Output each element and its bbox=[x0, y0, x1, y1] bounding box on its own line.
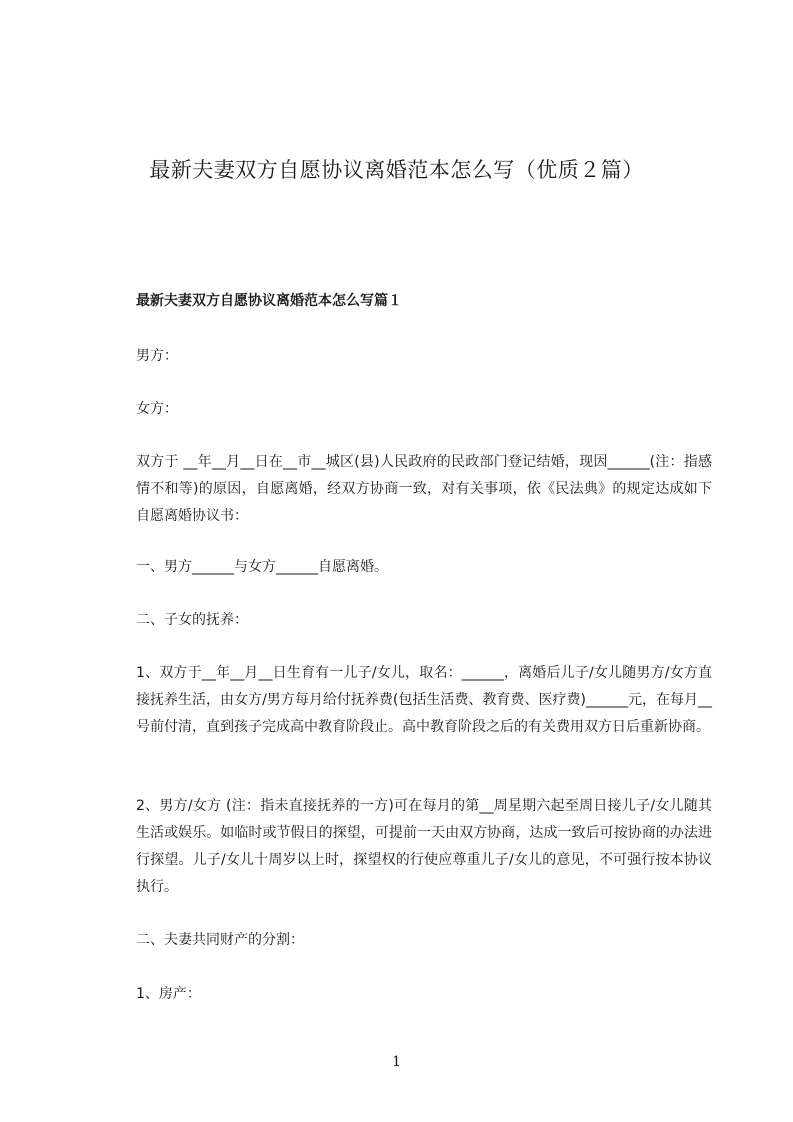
paragraph-real-estate: 1、房产： bbox=[136, 986, 201, 1002]
paragraph-child-custody-1: 1、双方于__年__月__日生育有一儿子/女儿，取名：______，离婚后儿子/女儿随男方/女方直接抚养生活，由女方/男方每月给付抚养费(包括生活费、教育费、医疗费)______元，在每月__号前付清，直到孩子完成高中教育阶段止。高中教育阶段之后的有关费用双方日后重新协商。 bbox=[136, 665, 712, 735]
section-heading: 最新夫妻双方自愿协议离婚范本怎么写篇１ bbox=[136, 293, 402, 309]
paragraph-voluntary-divorce: 一、男方______与女方______自愿离婚。 bbox=[136, 559, 388, 575]
document-title: 最新夫妻双方自愿协议离婚范本怎么写（优质２篇） bbox=[149, 158, 644, 183]
paragraph-marriage-registration: 双方于 __年__月__日在__市__城区(县)人民政府的民政部门登记结婚，现因______(注：指感情不和等)的原因，自愿离婚，经双方协商一致，对有关事项，依《民法典》的规定达成如下自愿离婚协议书： bbox=[136, 454, 712, 524]
page-number: 1 bbox=[392, 1054, 401, 1070]
paragraph-child-custody-heading: 二、子女的抚养： bbox=[136, 612, 248, 628]
paragraph-female-party: 女方： bbox=[136, 401, 178, 417]
paragraph-visitation-2: 2、男方/女方 (注：指未直接抚养的一方)可在每月的第__周星期六起至周日接儿子/女儿随其生活或娱乐。如临时或节假日的探望，可提前一天由双方协商，达成一致后可按协商的办法进行探望。儿子/女儿十周岁以上时，探望权的行使应尊重儿子/女儿的意见，不可强行按本协议执行。 bbox=[136, 798, 712, 895]
paragraph-property-division-heading: 二、夫妻共同财产的分割： bbox=[136, 932, 304, 948]
paragraph-male-party: 男方： bbox=[136, 348, 178, 364]
